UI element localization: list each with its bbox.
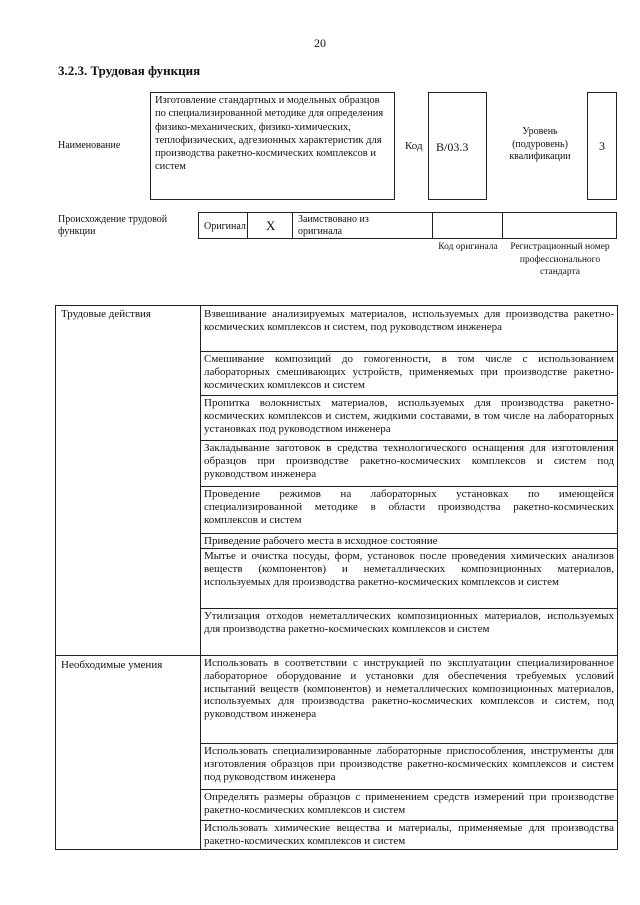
row-divider <box>200 608 617 609</box>
labor-action-item: Закладывание заготовок в средства технологического оснащения для изготовления образцов при производстве ракетно-космических комплексов и систем под руководством инженера <box>204 442 614 480</box>
labor-action-item: Мытье и очистка посуды, форм, установок после проведения химических анализов веществ (компонентов) и неметаллических композиционных материалов, используемых для производства ракетно-космических комплексов и систем <box>204 550 614 588</box>
original-mark-cell <box>247 212 293 239</box>
labor-action-item: Смешивание композиций до гомогенности, в том числе с использованием лабораторных смешивающих устройств, применяемых при производстве ракетно-космических комплексов и систем <box>204 353 614 391</box>
page-number: 20 <box>314 36 326 50</box>
function-table <box>55 305 618 850</box>
row-divider <box>200 440 617 441</box>
origin-label: Происхождение трудовой функции <box>58 214 168 237</box>
labor-action-item: Приведение рабочего места в исходное состояние <box>204 535 438 547</box>
row-divider <box>200 351 617 352</box>
row-divider <box>200 533 617 534</box>
row-divider <box>200 548 617 549</box>
labor-action-item: Проведение режимов на лабораторных установках по имеющейся специализированной методике в области производства ракетно-космических комплексов и систем <box>204 488 614 526</box>
row-divider <box>200 486 617 487</box>
row-divider <box>200 395 617 396</box>
code-value-box: В/03.3 <box>428 92 487 200</box>
section-title: 3.2.3. Трудовая функция <box>58 63 201 78</box>
column-divider <box>200 306 201 849</box>
reg-number-cell <box>502 212 617 239</box>
code-original-cell <box>432 212 503 239</box>
row-divider <box>200 820 617 821</box>
code-original-caption: Код оригинала <box>438 242 498 252</box>
name-label: Наименование <box>58 140 121 151</box>
skill-item: Использовать в соответствии с инструкцией по эксплуатации специализированное лабораторное оборудование и установки для обеспечения требуемых условий испытаний веществ (компонентов) и неметаллических композиционных материалов, используемых для производства ракетно-космических комплексов и систем, под руководством инженера <box>204 657 614 721</box>
borrowed-cell <box>292 212 433 239</box>
function-name-box: Изготовление стандартных и модельных образцов по специализированной методике для определения физико-механических, физико-химических, теплофизических, адгезионных характеристик для производства ракетно-космических комплексов и систем <box>150 92 395 200</box>
row-divider <box>200 743 617 744</box>
code-label: Код <box>405 140 423 152</box>
labor-action-item: Пропитка волокнистых материалов, используемых для производства ракетно-космических комплексов и систем, жидкими составами, в том числе на лабораторных установках под руководством инженера <box>204 397 614 435</box>
labor-action-item: Утилизация отходов неметаллических композиционных материалов, используемых для производства ракетно-космических комплексов и систем <box>204 610 614 635</box>
skill-item: Определять размеры образцов с применением средств измерений при производстве ракетно-космических комплексов и систем <box>204 791 614 816</box>
original-mark: X <box>266 218 276 233</box>
row-divider <box>200 789 617 790</box>
required-skills-label: Необходимые умения <box>61 659 163 671</box>
origin-table <box>198 212 617 239</box>
original-cell <box>198 212 248 239</box>
level-label: Уровень (подуровень) квалификации <box>509 126 571 162</box>
reg-number-caption: Регистрационный номер профессионального стандарта <box>510 242 610 277</box>
level-value-box: 3 <box>587 92 617 200</box>
skill-item: Использовать химические вещества и материалы, применяемые для производства ракетно-космических комплексов и систем <box>204 822 614 847</box>
original-label: Оригинал <box>204 221 246 232</box>
labor-actions-label: Трудовые действия <box>61 308 151 320</box>
labor-action-item: Взвешивание анализируемых материалов, используемых для производства ракетно-космических комплексов и систем, под руководством инженера <box>204 308 614 333</box>
borrowed-label: Заимствовано из оригинала <box>298 214 369 237</box>
skill-item: Использовать специализированные лабораторные приспособления, инструменты для изготовления образцов при производстве ракетно-космических комплексов и систем под руководством инженера <box>204 745 614 783</box>
section-divider <box>56 655 617 656</box>
